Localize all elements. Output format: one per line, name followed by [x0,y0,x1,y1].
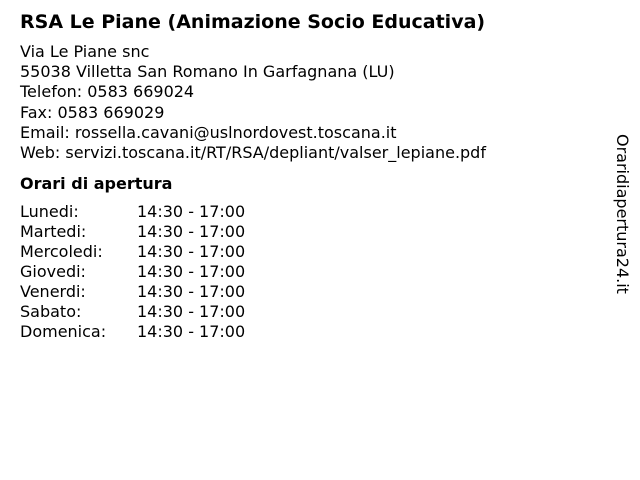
hours-row-tuesday [20,222,245,242]
day-label: Martedi: [20,222,87,242]
time-range: 14:30 - 17:00 [137,262,246,282]
hours-row-saturday [20,302,245,322]
hours-row-monday [20,202,245,222]
day-label: Lunedi: [20,202,79,222]
city-line: 55038 Villetta San Romano In Garfagnana (LU) [20,62,395,82]
day-label: Domenica: [20,322,107,342]
hours-row-wednesday [20,242,245,262]
time-range: 14:30 - 17:00 [137,322,246,342]
business-card [20,10,600,342]
hours-row-sunday [20,322,245,342]
hours-row-friday [20,282,245,302]
business-title: RSA Le Piane (Animazione Socio Educativa) [20,11,486,33]
time-range: 14:30 - 17:00 [137,302,246,322]
day-label: Sabato: [20,302,82,322]
website-line: Web: servizi.toscana.it/RT/RSA/depliant/valser_lepiane.pdf [20,143,486,163]
phone-line: Telefon: 0583 669024 [20,82,195,102]
hours-row-thursday [20,262,245,282]
site-watermark: Oraridiapertura24.it [613,134,632,294]
day-label: Giovedi: [20,262,86,282]
opening-hours-heading: Orari di apertura [20,174,173,194]
time-range: 14:30 - 17:00 [137,202,246,222]
fax-line: Fax: 0583 669029 [20,102,165,122]
opening-hours-table [20,202,245,342]
time-range: 14:30 - 17:00 [137,222,246,242]
email-line: Email: rossella.cavani@uslnordovest.toscana.it [20,122,397,142]
address-line: Via Le Piane snc [20,42,150,61]
time-range: 14:30 - 17:00 [137,282,246,302]
day-label: Mercoledi: [20,242,103,262]
day-label: Venerdi: [20,282,86,302]
time-range: 14:30 - 17:00 [137,242,246,262]
